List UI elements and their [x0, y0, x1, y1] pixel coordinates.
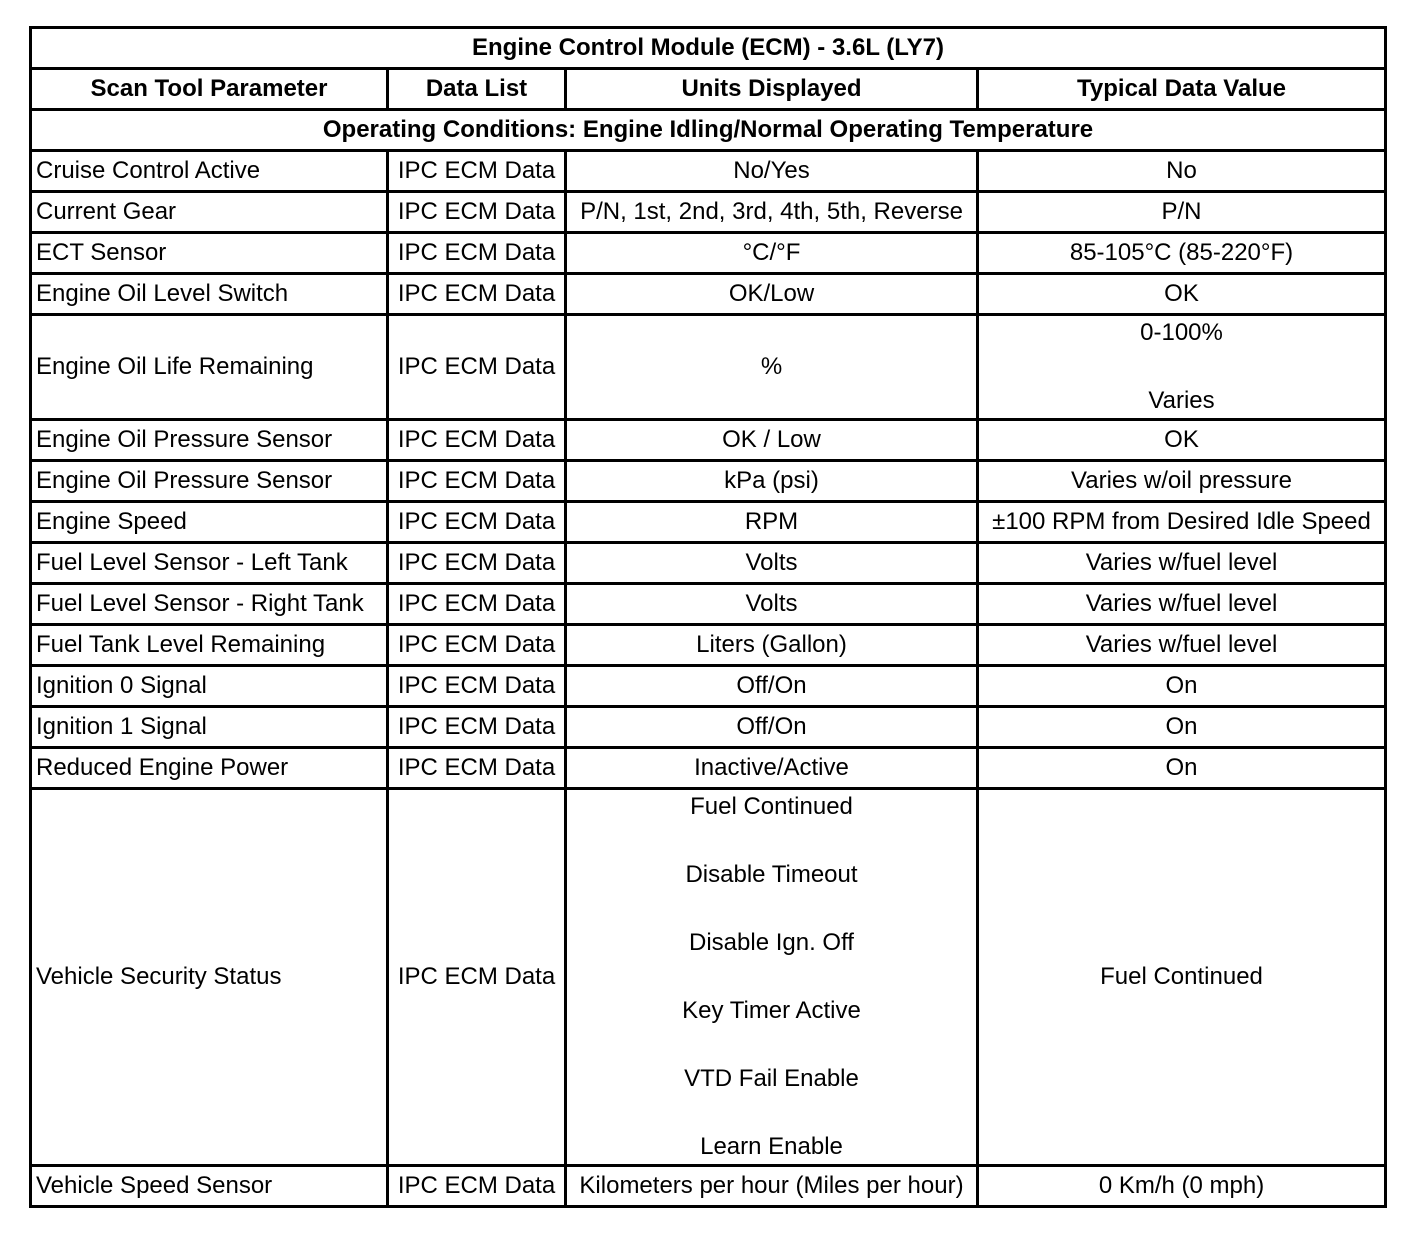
- table-row: [31, 584, 1386, 625]
- table-row: [31, 502, 1386, 543]
- table-row: [31, 461, 1386, 502]
- units-cell: Off/On: [566, 666, 978, 707]
- parameter-cell: Cruise Control Active: [31, 151, 388, 192]
- table-row: [31, 707, 1386, 748]
- parameter-cell: Ignition 1 Signal: [31, 707, 388, 748]
- parameter-cell: Fuel Tank Level Remaining: [31, 625, 388, 666]
- typical-value-cell: On: [978, 707, 1386, 748]
- parameter-cell: Vehicle Security Status: [31, 789, 388, 1166]
- section-row: [31, 110, 1386, 151]
- parameter-cell: Vehicle Speed Sensor: [31, 1166, 388, 1207]
- typical-value-cell: 0-100% Varies: [978, 315, 1386, 420]
- units-cell: Fuel Continued Disable Timeout Disable Ign. Off Key Timer Active VTD Fail Enable Learn Enable: [566, 789, 978, 1166]
- data-list-cell: IPC ECM Data: [388, 315, 566, 420]
- data-list-cell: IPC ECM Data: [388, 707, 566, 748]
- units-cell: %: [566, 315, 978, 420]
- units-cell: Inactive/Active: [566, 748, 978, 789]
- typical-value-cell: OK: [978, 420, 1386, 461]
- data-list-cell: IPC ECM Data: [388, 420, 566, 461]
- typical-value-cell: 0 Km/h (0 mph): [978, 1166, 1386, 1207]
- data-list-cell: IPC ECM Data: [388, 543, 566, 584]
- typical-value-cell: ±100 RPM from Desired Idle Speed: [978, 502, 1386, 543]
- units-cell: OK / Low: [566, 420, 978, 461]
- units-cell: °C/°F: [566, 233, 978, 274]
- table-row: [31, 1166, 1386, 1207]
- typical-value-cell: Fuel Continued: [978, 789, 1386, 1166]
- data-list-cell: IPC ECM Data: [388, 461, 566, 502]
- table-row: [31, 192, 1386, 233]
- title-row: [31, 28, 1386, 69]
- data-list-cell: IPC ECM Data: [388, 625, 566, 666]
- parameter-cell: Ignition 0 Signal: [31, 666, 388, 707]
- typical-value-cell: Varies w/oil pressure: [978, 461, 1386, 502]
- parameter-cell: Engine Speed: [31, 502, 388, 543]
- parameter-cell: Reduced Engine Power: [31, 748, 388, 789]
- data-rows: [31, 151, 1386, 1207]
- data-list-cell: IPC ECM Data: [388, 502, 566, 543]
- table-row: [31, 543, 1386, 584]
- units-cell: P/N, 1st, 2nd, 3rd, 4th, 5th, Reverse: [566, 192, 978, 233]
- units-cell: No/Yes: [566, 151, 978, 192]
- parameter-cell: Fuel Level Sensor - Left Tank: [31, 543, 388, 584]
- typical-value-cell: P/N: [978, 192, 1386, 233]
- units-cell: kPa (psi): [566, 461, 978, 502]
- typical-value-cell: Varies w/fuel level: [978, 543, 1386, 584]
- units-cell: RPM: [566, 502, 978, 543]
- parameter-cell: Engine Oil Level Switch: [31, 274, 388, 315]
- typical-value-cell: Varies w/fuel level: [978, 625, 1386, 666]
- section-title: Operating Conditions: Engine Idling/Normal Operating Temperature: [31, 110, 1386, 151]
- typical-value-cell: OK: [978, 274, 1386, 315]
- typical-value-cell: On: [978, 666, 1386, 707]
- header-scan-tool-parameter: Scan Tool Parameter: [31, 69, 388, 110]
- data-list-cell: IPC ECM Data: [388, 192, 566, 233]
- typical-value-cell: No: [978, 151, 1386, 192]
- typical-value-cell: 85-105°C (85-220°F): [978, 233, 1386, 274]
- table-row: [31, 151, 1386, 192]
- table-row: [31, 748, 1386, 789]
- data-list-cell: IPC ECM Data: [388, 274, 566, 315]
- typical-value-cell: On: [978, 748, 1386, 789]
- header-typical-data-value: Typical Data Value: [978, 69, 1386, 110]
- parameter-cell: Engine Oil Life Remaining: [31, 315, 388, 420]
- table-row: [31, 666, 1386, 707]
- data-list-cell: IPC ECM Data: [388, 233, 566, 274]
- units-cell: Off/On: [566, 707, 978, 748]
- table-row: [31, 420, 1386, 461]
- parameter-cell: Engine Oil Pressure Sensor: [31, 420, 388, 461]
- typical-value-cell: Varies w/fuel level: [978, 584, 1386, 625]
- parameter-cell: ECT Sensor: [31, 233, 388, 274]
- parameter-cell: Current Gear: [31, 192, 388, 233]
- units-cell: Liters (Gallon): [566, 625, 978, 666]
- parameter-cell: Fuel Level Sensor - Right Tank: [31, 584, 388, 625]
- header-row: [31, 69, 1386, 110]
- data-list-cell: IPC ECM Data: [388, 748, 566, 789]
- units-cell: OK/Low: [566, 274, 978, 315]
- table-row: [31, 789, 1386, 1166]
- parameter-cell: Engine Oil Pressure Sensor: [31, 461, 388, 502]
- data-list-cell: IPC ECM Data: [388, 789, 566, 1166]
- units-cell: Volts: [566, 584, 978, 625]
- data-list-cell: IPC ECM Data: [388, 151, 566, 192]
- units-cell: Volts: [566, 543, 978, 584]
- table-row: [31, 625, 1386, 666]
- header-data-list: Data List: [388, 69, 566, 110]
- table-title: Engine Control Module (ECM) - 3.6L (LY7): [31, 28, 1386, 69]
- data-list-cell: IPC ECM Data: [388, 666, 566, 707]
- data-list-cell: IPC ECM Data: [388, 1166, 566, 1207]
- units-cell: Kilometers per hour (Miles per hour): [566, 1166, 978, 1207]
- header-units-displayed: Units Displayed: [566, 69, 978, 110]
- table-row: [31, 315, 1386, 420]
- table-row: [31, 274, 1386, 315]
- table-row: [31, 233, 1386, 274]
- data-list-cell: IPC ECM Data: [388, 584, 566, 625]
- ecm-data-table: [29, 26, 1387, 1208]
